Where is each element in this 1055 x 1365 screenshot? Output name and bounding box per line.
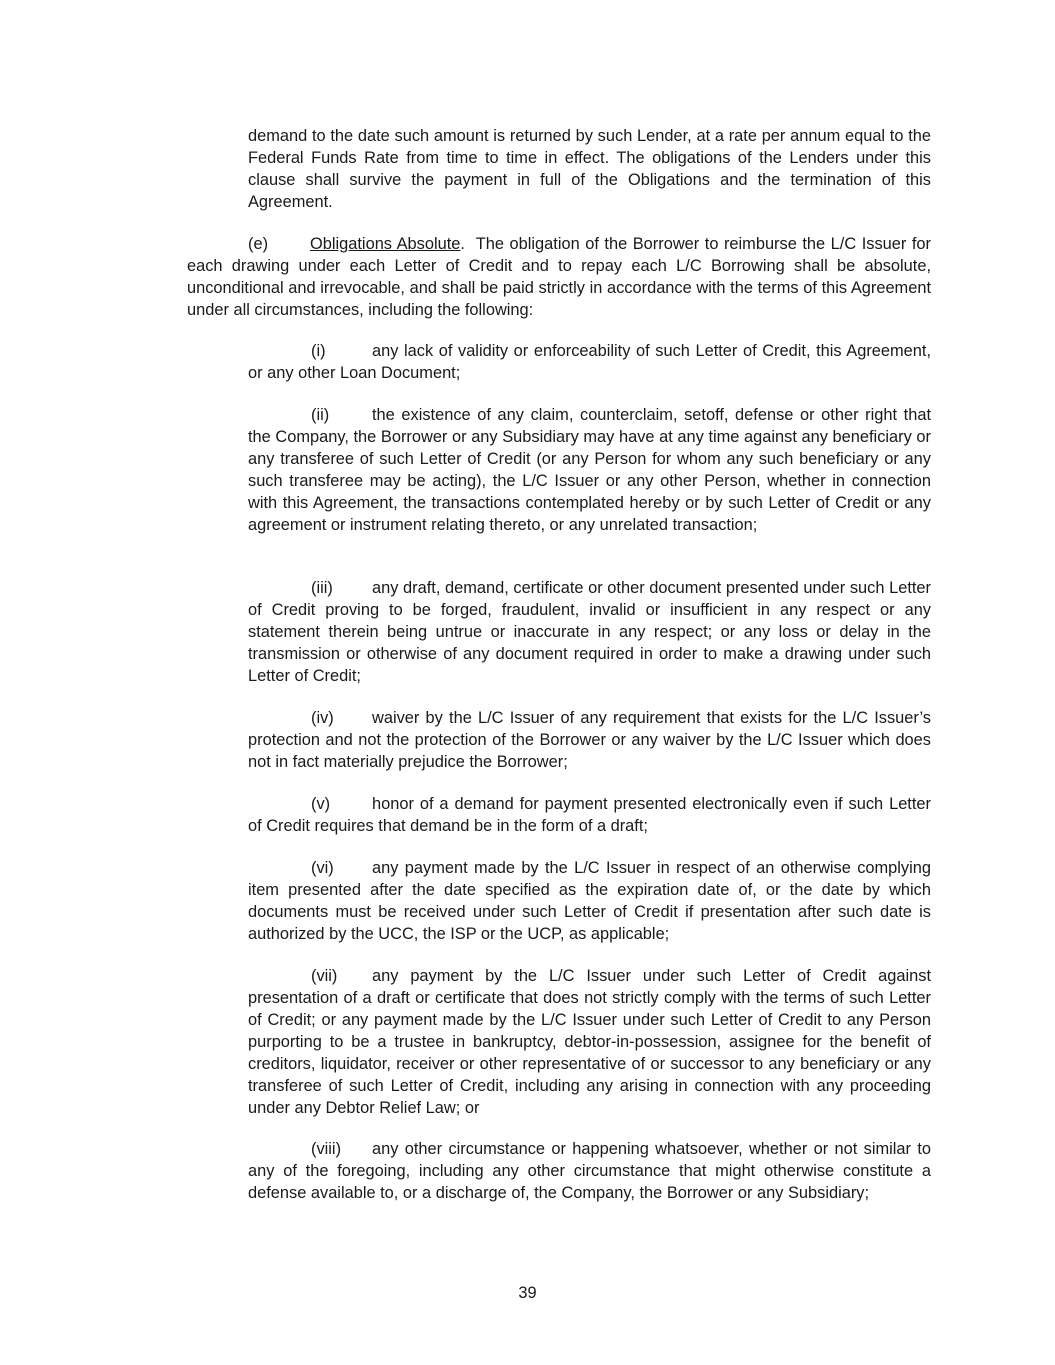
item-label: (iv) <box>311 709 334 727</box>
list-item <box>248 404 931 536</box>
section-e-heading: Obligations Absolute <box>310 235 461 253</box>
section-e-label: (e) <box>248 235 269 253</box>
item-label: (v) <box>311 795 331 813</box>
list-item <box>248 340 931 384</box>
section-e-body: The obligation of the Borrower to reimburse the L/C Issuer for each drawing under each Letter of Credit and to repay each L/C Borrowing shall be absolute, unconditional and irrevocable, and shall be paid strictly in accordance with the terms of this Agreement under all circumstances, including the following: <box>187 235 932 319</box>
item-text: any payment made by the L/C Issuer in respect of an otherwise complying item presented after the date specified as the expiration date of, or the date by which documents must be received under such Letter of Credit if presentation after such date is authorized by the UCC, the ISP or the UCP, as applicable; <box>248 859 931 943</box>
item-text: waiver by the L/C Issuer of any requirement that exists for the L/C Issuer’s protection and not the protection of the Borrower or any waiver by the L/C Issuer which does not in fact materially prejudice the Borrower; <box>248 709 931 771</box>
item-label: (i) <box>311 342 326 360</box>
list-item <box>248 965 931 1119</box>
item-text: any draft, demand, certificate or other document presented under such Letter of Credit proving to be forged, fraudulent, invalid or insufficient in any respect or any statement therein being untrue or inaccurate in any respect; or any loss or delay in the transmission or otherwise of any document required in order to make a drawing under such Letter of Credit; <box>248 579 931 685</box>
list-item <box>248 707 931 773</box>
list-item <box>248 577 931 687</box>
list-item <box>248 857 931 945</box>
item-text: any payment by the L/C Issuer under such Letter of Credit against presentation of a draft or certificate that does not strictly comply with the terms of such Letter of Credit; or any payment made by the L/C Issuer under such Letter of Credit to any Person purporting to be a trustee in bankruptcy, debtor-in-possession, assignee for the benefit of creditors, liquidator, receiver or other representative of or successor to any beneficiary or any transferee of such Letter of Credit, including any arising in connection with any proceeding under any Debtor Relief Law; or <box>248 967 931 1117</box>
item-text: honor of a demand for payment presented electronically even if such Letter of Credit requires that demand be in the form of a draft; <box>248 795 931 835</box>
list-item <box>248 793 931 837</box>
section-e-heading-punct: . <box>460 235 465 253</box>
section-e-paragraph <box>187 233 931 321</box>
page-number: 39 <box>518 1284 537 1302</box>
list-item <box>248 1138 931 1204</box>
item-label: (viii) <box>311 1140 342 1158</box>
item-label: (vii) <box>311 967 338 985</box>
item-text: any other circumstance or happening whatsoever, whether or not similar to any of the foregoing, including any other circumstance that might otherwise constitute a defense available to, or a discharge of, the Company, the Borrower or any Subsidiary; <box>248 1140 931 1202</box>
item-label: (vi) <box>311 859 334 877</box>
item-text: the existence of any claim, counterclaim, setoff, defense or other right that the Company, the Borrower or any Subsidiary may have at any time against any beneficiary or any transferee of such Letter of Credit (or any Person for whom any such beneficiary or any such transferee may be acting), the L/C Issuer or any other Person, whether in connection with this Agreement, the transactions contemplated hereby or by such Letter of Credit or any agreement or instrument relating thereto, or any unrelated transaction; <box>248 406 931 534</box>
item-text: any lack of validity or enforceability of such Letter of Credit, this Agreement, or any other Loan Document; <box>248 342 931 382</box>
item-label: (ii) <box>311 406 330 424</box>
continuation-text: demand to the date such amount is returned by such Lender, at a rate per annum equal to the Federal Funds Rate from time to time in effect. The obligations of the Lenders under this clause shall survive the payment in full of the Obligations and the termination of this Agreement. <box>248 127 931 211</box>
item-label: (iii) <box>311 579 333 597</box>
continuation-paragraph <box>248 125 931 213</box>
